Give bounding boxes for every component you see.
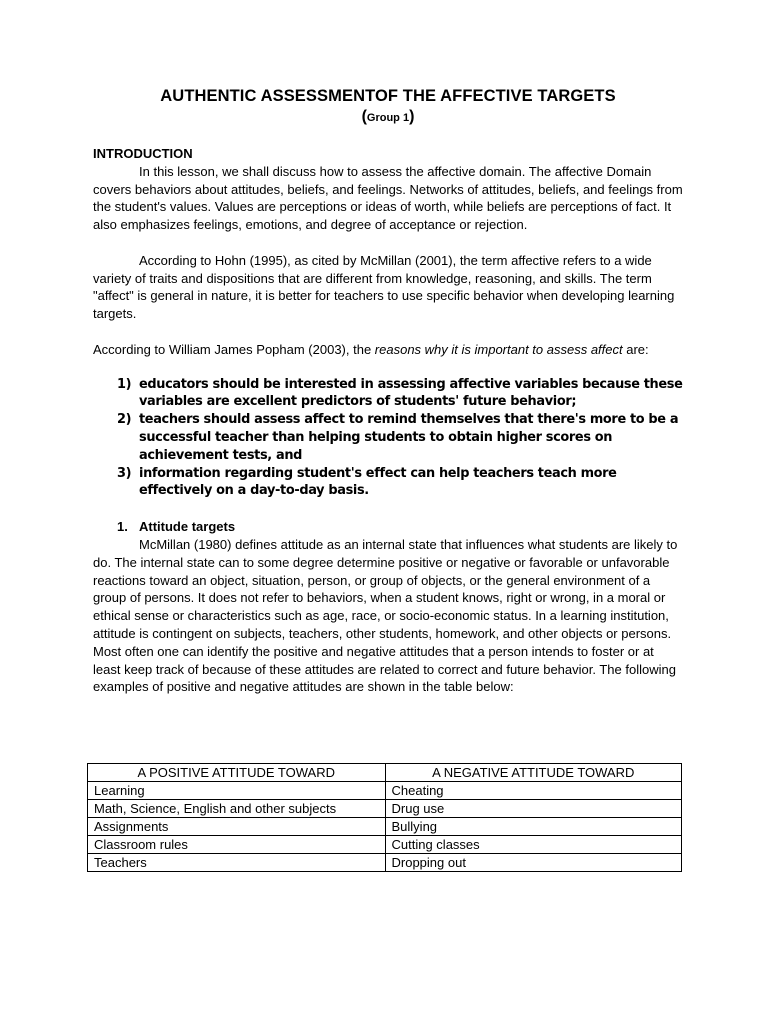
section-title: Attitude targets xyxy=(139,519,236,535)
subtitle-open-paren: ( xyxy=(361,108,367,125)
table-row xyxy=(88,854,682,872)
negative-attitude-header: A NEGATIVE ATTITUDE TOWARD xyxy=(385,764,682,782)
positive-cell: Classroom rules xyxy=(88,836,386,854)
popham-emphasis: reasons why it is important to assess affect xyxy=(374,341,623,357)
negative-cell: Dropping out xyxy=(385,854,682,872)
list-item-number: 3) xyxy=(117,465,132,481)
list-item-text: educators should be interested in assessing affective variables because these variables are excellent predictors of students' future behavior; xyxy=(139,376,683,410)
negative-cell: Cheating xyxy=(385,782,682,800)
subtitle-close-paren: ) xyxy=(409,108,415,125)
attitudes-table xyxy=(87,763,682,872)
list-item-text: teachers should assess affect to remind themselves that there's more to be a successful teacher than helping students to obtain higher scores on achievement tests, and xyxy=(139,412,679,463)
list-item-number: 2) xyxy=(117,412,132,428)
group-label: Group 1 xyxy=(366,112,410,124)
popham-tail: are: xyxy=(622,341,649,357)
attitude-targets-paragraph: McMillan (1980) defines attitude as an internal state that influences what students are likely to do. The internal state can to some degree determine positive or negative or favorable or unfavorable reactions toward an object, situation, person, or group of objects, or the general environment of a group of persons. It does not refer to behaviors, when a student knows, right or wrong, in a moral or ethical sense or characteristics such as age, race, or socio-economic status. In a learning institution, attitude is contingent on subjects, teachers, other students, homework, and other objects or persons. Most often one can identify the positive and negative attitudes that a person intends to foster or at least keep track of because of these attitudes are related to correct and future behavior. The following examples of positive and negative attitudes are shown in the table below: xyxy=(93,536,678,695)
document-page xyxy=(93,85,683,696)
negative-cell: Cutting classes xyxy=(385,836,682,854)
table-header-row xyxy=(88,764,682,782)
table-row xyxy=(88,818,682,836)
list-item-number: 1) xyxy=(117,376,132,392)
table-row xyxy=(88,782,682,800)
list-item xyxy=(93,376,683,412)
document-subtitle xyxy=(93,107,683,128)
attitude-targets-heading xyxy=(93,518,683,536)
reasons-list xyxy=(93,376,683,501)
positive-attitude-header: A POSITIVE ATTITUDE TOWARD xyxy=(88,764,386,782)
positive-cell: Math, Science, English and other subjects xyxy=(88,800,386,818)
positive-cell: Learning xyxy=(88,782,386,800)
positive-cell: Teachers xyxy=(88,854,386,872)
document-title: AUTHENTIC ASSESSMENTOF THE AFFECTIVE TARGETS xyxy=(160,87,616,105)
list-item xyxy=(93,411,683,464)
negative-cell: Bullying xyxy=(385,818,682,836)
introduction-heading: INTRODUCTION xyxy=(93,146,193,161)
table-row xyxy=(88,836,682,854)
positive-cell: Assignments xyxy=(88,818,386,836)
popham-paragraph xyxy=(93,341,683,359)
list-item xyxy=(93,465,683,501)
popham-lead: According to William James Popham (2003), the xyxy=(93,341,375,357)
section-number: 1. xyxy=(117,519,128,535)
negative-cell: Drug use xyxy=(385,800,682,818)
list-item-text: information regarding student's effect can help teachers teach more effectively on a day-to-day basis. xyxy=(139,465,617,499)
intro-paragraph-2: According to Hohn (1995), as cited by McMillan (2001), the term affective refers to a wide variety of traits and dispositions that are different from knowledge, reasoning, and skills. The term "affect" is general in nature, it is better for teachers to use specific behavior when developing learning targets. xyxy=(93,252,675,322)
table-row xyxy=(88,800,682,818)
intro-paragraph-1: In this lesson, we shall discuss how to assess the affective domain. The affective Domain covers behaviors about attitudes, beliefs, and feelings. Networks of attitudes, beliefs, and feelings from the student's values. Values are perceptions or ideas of worth, while beliefs are perceptions of fact. It also emphasizes feelings, emotions, and degree of acceptance or rejection. xyxy=(93,163,683,233)
